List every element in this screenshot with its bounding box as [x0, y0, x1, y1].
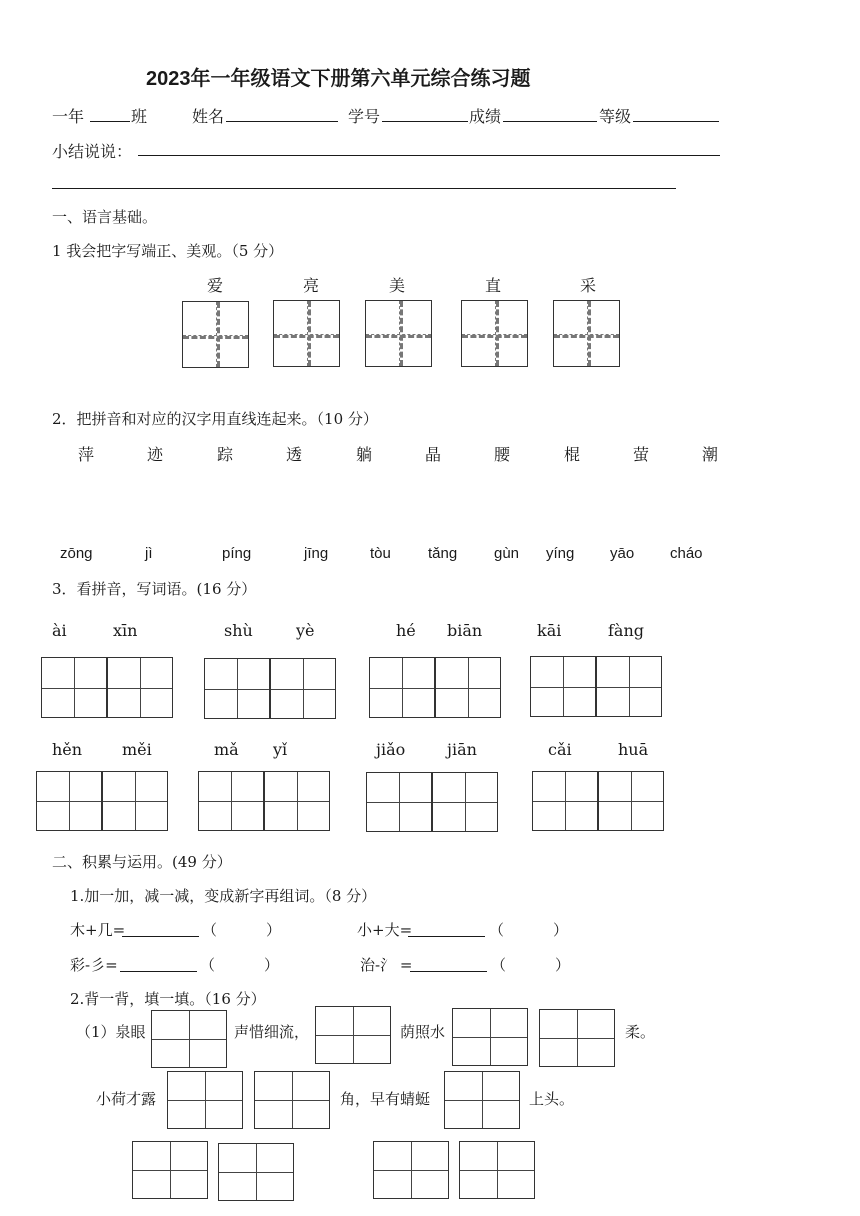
- paren-close: ）: [264, 956, 280, 974]
- q3-pinyin: biān: [447, 621, 483, 640]
- q3-pinyin: xīn: [113, 621, 138, 640]
- s2-q2-prompt: 2.背一背，填一填。（16 分）: [70, 990, 266, 1008]
- q3-pinyin: kāi: [537, 621, 562, 640]
- poem-grid-box[interactable]: [459, 1141, 535, 1199]
- q3-pinyin: ài: [52, 621, 67, 640]
- poem-line1-text: 声惜细流，: [234, 1023, 310, 1041]
- word-grid-box[interactable]: [369, 657, 435, 718]
- word-grid-box[interactable]: [102, 771, 168, 831]
- q3-pinyin: jiǎo: [376, 740, 406, 759]
- q2-char: 棍: [564, 445, 581, 464]
- score-blank[interactable]: [503, 121, 597, 122]
- q2-pinyin: gùn: [494, 545, 520, 562]
- poem-line2-text: 上头。: [529, 1090, 575, 1108]
- poem-line1-text: （1）泉眼: [76, 1023, 146, 1041]
- word-grid-box[interactable]: [435, 657, 501, 718]
- score-label: 成绩: [469, 107, 502, 126]
- class-prefix-label: 一年: [52, 107, 85, 126]
- tianzige-box[interactable]: [182, 301, 249, 368]
- tianzige-box[interactable]: [461, 300, 528, 367]
- section1-heading: 一、语言基础。: [52, 208, 158, 226]
- q2-pinyin: yāo: [610, 545, 635, 562]
- q2-char: 萍: [78, 445, 95, 464]
- q3-pinyin: jiān: [447, 740, 477, 759]
- q2-char: 萤: [633, 445, 650, 464]
- q2-char: 透: [286, 445, 303, 464]
- q3-pinyin: huā: [618, 740, 649, 759]
- paren-close: ）: [553, 921, 569, 939]
- poem-grid-box[interactable]: [218, 1143, 294, 1201]
- q1-char: 亮: [303, 276, 320, 295]
- word-grid-box[interactable]: [366, 772, 432, 832]
- paren-close: ）: [266, 921, 282, 939]
- number-blank[interactable]: [382, 121, 468, 122]
- q2-char: 潮: [702, 445, 719, 464]
- q2-char: 踪: [217, 445, 234, 464]
- q2-pinyin: tòu: [370, 545, 391, 562]
- poem-line2-text: 角，早有蜻蜓: [340, 1090, 431, 1108]
- tianzige-box[interactable]: [365, 300, 432, 367]
- answer-blank[interactable]: [122, 936, 199, 937]
- word-grid-box[interactable]: [41, 657, 107, 718]
- name-label: 姓名: [192, 107, 225, 126]
- word-grid-box[interactable]: [530, 656, 596, 717]
- q1-char: 直: [485, 276, 502, 295]
- q2-char: 躺: [356, 445, 373, 464]
- char-equation: 彩-彡=: [70, 956, 118, 974]
- poem-grid-box[interactable]: [444, 1071, 520, 1129]
- word-grid-box[interactable]: [36, 771, 102, 831]
- q3-pinyin: měi: [122, 740, 152, 759]
- q2-char: 迹: [147, 445, 164, 464]
- q3-pinyin: cǎi: [548, 740, 572, 759]
- q3-pinyin: fàng: [608, 621, 645, 640]
- q3-pinyin: shù: [224, 621, 253, 640]
- q2-pinyin: píng: [222, 545, 252, 562]
- q2-pinyin: tǎng: [428, 545, 458, 562]
- answer-blank[interactable]: [410, 971, 487, 972]
- tianzige-box[interactable]: [273, 300, 340, 367]
- q2-prompt: 2．把拼音和对应的汉字用直线连起来。（10 分）: [52, 410, 378, 428]
- char-equation: 小+大=: [357, 921, 413, 939]
- q3-pinyin: mǎ: [214, 740, 239, 759]
- q1-char: 美: [389, 276, 406, 295]
- grade-blank[interactable]: [633, 121, 719, 122]
- q2-char: 晶: [425, 445, 442, 464]
- word-grid-box[interactable]: [596, 656, 662, 717]
- poem-grid-box[interactable]: [315, 1006, 391, 1064]
- class-suffix-label: 班: [131, 107, 148, 126]
- poem-grid-box[interactable]: [151, 1010, 227, 1068]
- char-equation: 木+几=: [70, 921, 126, 939]
- q2-pinyin: jì: [145, 545, 153, 562]
- q3-prompt: 3．看拼音，写词语。(16 分）: [52, 580, 257, 598]
- q3-pinyin: hěn: [52, 740, 83, 759]
- q3-pinyin: yè: [296, 621, 315, 640]
- summary-label: 小结说说：: [52, 142, 133, 161]
- poem-grid-box[interactable]: [373, 1141, 449, 1199]
- word-grid-box[interactable]: [598, 771, 664, 831]
- char-equation: 治-氵 =: [360, 956, 413, 974]
- section2-heading: 二、积累与运用。(49 分）: [52, 853, 232, 871]
- poem-grid-box[interactable]: [254, 1071, 330, 1129]
- poem-line1-text: 柔。: [625, 1023, 656, 1041]
- word-grid-box[interactable]: [264, 771, 330, 831]
- poem-grid-box[interactable]: [132, 1141, 208, 1199]
- q3-pinyin: hé: [396, 621, 416, 640]
- name-blank[interactable]: [226, 121, 338, 122]
- word-grid-box[interactable]: [204, 658, 270, 719]
- q2-pinyin: jīng: [304, 545, 329, 562]
- paren-open: （: [491, 956, 507, 974]
- q2-pinyin: zōng: [60, 545, 93, 562]
- paren-open: （: [202, 921, 218, 939]
- poem-grid-box[interactable]: [167, 1071, 243, 1129]
- summary-blank-2[interactable]: [52, 188, 676, 189]
- q1-char: 采: [580, 276, 597, 295]
- q1-prompt: 1 我会把字写端正、美观。（5 分）: [52, 242, 284, 260]
- number-label: 学号: [348, 107, 381, 126]
- paren-open: （: [200, 956, 216, 974]
- poem-grid-box[interactable]: [452, 1008, 528, 1066]
- word-grid-box[interactable]: [532, 771, 598, 831]
- grade-label: 等级: [599, 107, 632, 126]
- word-grid-box[interactable]: [198, 771, 264, 831]
- poem-grid-box[interactable]: [539, 1009, 615, 1067]
- word-grid-box[interactable]: [107, 657, 173, 718]
- word-grid-box[interactable]: [270, 658, 336, 719]
- answer-blank[interactable]: [120, 971, 197, 972]
- q3-pinyin: yǐ: [273, 740, 288, 759]
- summary-blank-1[interactable]: [138, 155, 720, 156]
- poem-line1-text: 荫照水: [400, 1023, 446, 1041]
- q1-char: 爱: [207, 276, 224, 295]
- q2-char: 腰: [494, 445, 511, 464]
- paren-open: （: [489, 921, 505, 939]
- q2-pinyin: cháo: [670, 545, 703, 562]
- tianzige-box[interactable]: [553, 300, 620, 367]
- class-blank[interactable]: [90, 121, 130, 122]
- paren-close: ）: [555, 956, 571, 974]
- answer-blank[interactable]: [408, 936, 485, 937]
- poem-line2-text: 小荷才露: [96, 1090, 157, 1108]
- s2-q1-prompt: 1.加一加，减一减，变成新字再组词。（8 分）: [70, 887, 377, 905]
- word-grid-box[interactable]: [432, 772, 498, 832]
- q2-pinyin: yíng: [546, 545, 575, 562]
- page-title: 2023年一年级语文下册第六单元综合练习题: [146, 68, 531, 90]
